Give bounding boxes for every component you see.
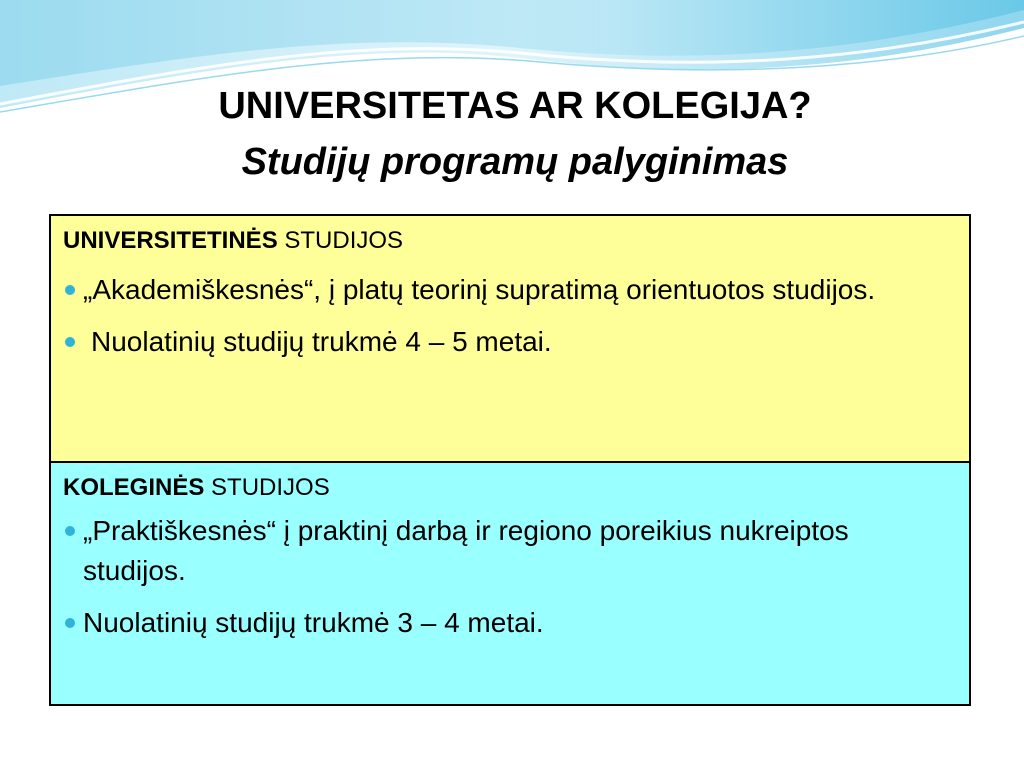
- university-bullet-2: Nuolatinių studijų trukmė 4 – 5 metai.: [91, 326, 552, 357]
- college-bullet-2: Nuolatinių studijų trukmė 3 – 4 metai.: [83, 607, 544, 638]
- college-studies-cell: [51, 463, 969, 704]
- college-bullet-1: „Praktiškesnės“ į praktinį darbą ir regiono poreikius nukreiptos studijos.: [83, 515, 849, 586]
- university-studies-cell: [51, 216, 969, 463]
- list-item: [63, 603, 957, 643]
- bullet-dot-icon: [65, 618, 75, 628]
- comparison-table: [49, 214, 971, 706]
- bullet-dot-icon: [65, 526, 75, 536]
- bullet-dot-icon: [65, 337, 75, 347]
- list-item: [63, 511, 957, 591]
- college-heading-bold: KOLEGINĖS: [63, 474, 205, 501]
- college-studies-heading: [63, 473, 957, 503]
- university-studies-heading: [63, 226, 957, 256]
- title-block: [0, 82, 1024, 186]
- university-bullet-1: „Akademiškesnės“, į platų teorinį supratimą orientuotos studijos.: [83, 274, 876, 305]
- list-item: [63, 322, 957, 362]
- university-heading-bold: UNIVERSITETINĖS: [63, 227, 278, 254]
- slide-title: UNIVERSITETAS AR KOLEGIJA?: [218, 85, 812, 127]
- list-item: [63, 270, 957, 310]
- university-heading-rest: STUDIJOS: [277, 227, 404, 254]
- bullet-dot-icon: [65, 285, 75, 295]
- slide-subtitle: Studijų programų palyginimas: [241, 141, 789, 183]
- college-heading-rest: STUDIJOS: [204, 474, 330, 501]
